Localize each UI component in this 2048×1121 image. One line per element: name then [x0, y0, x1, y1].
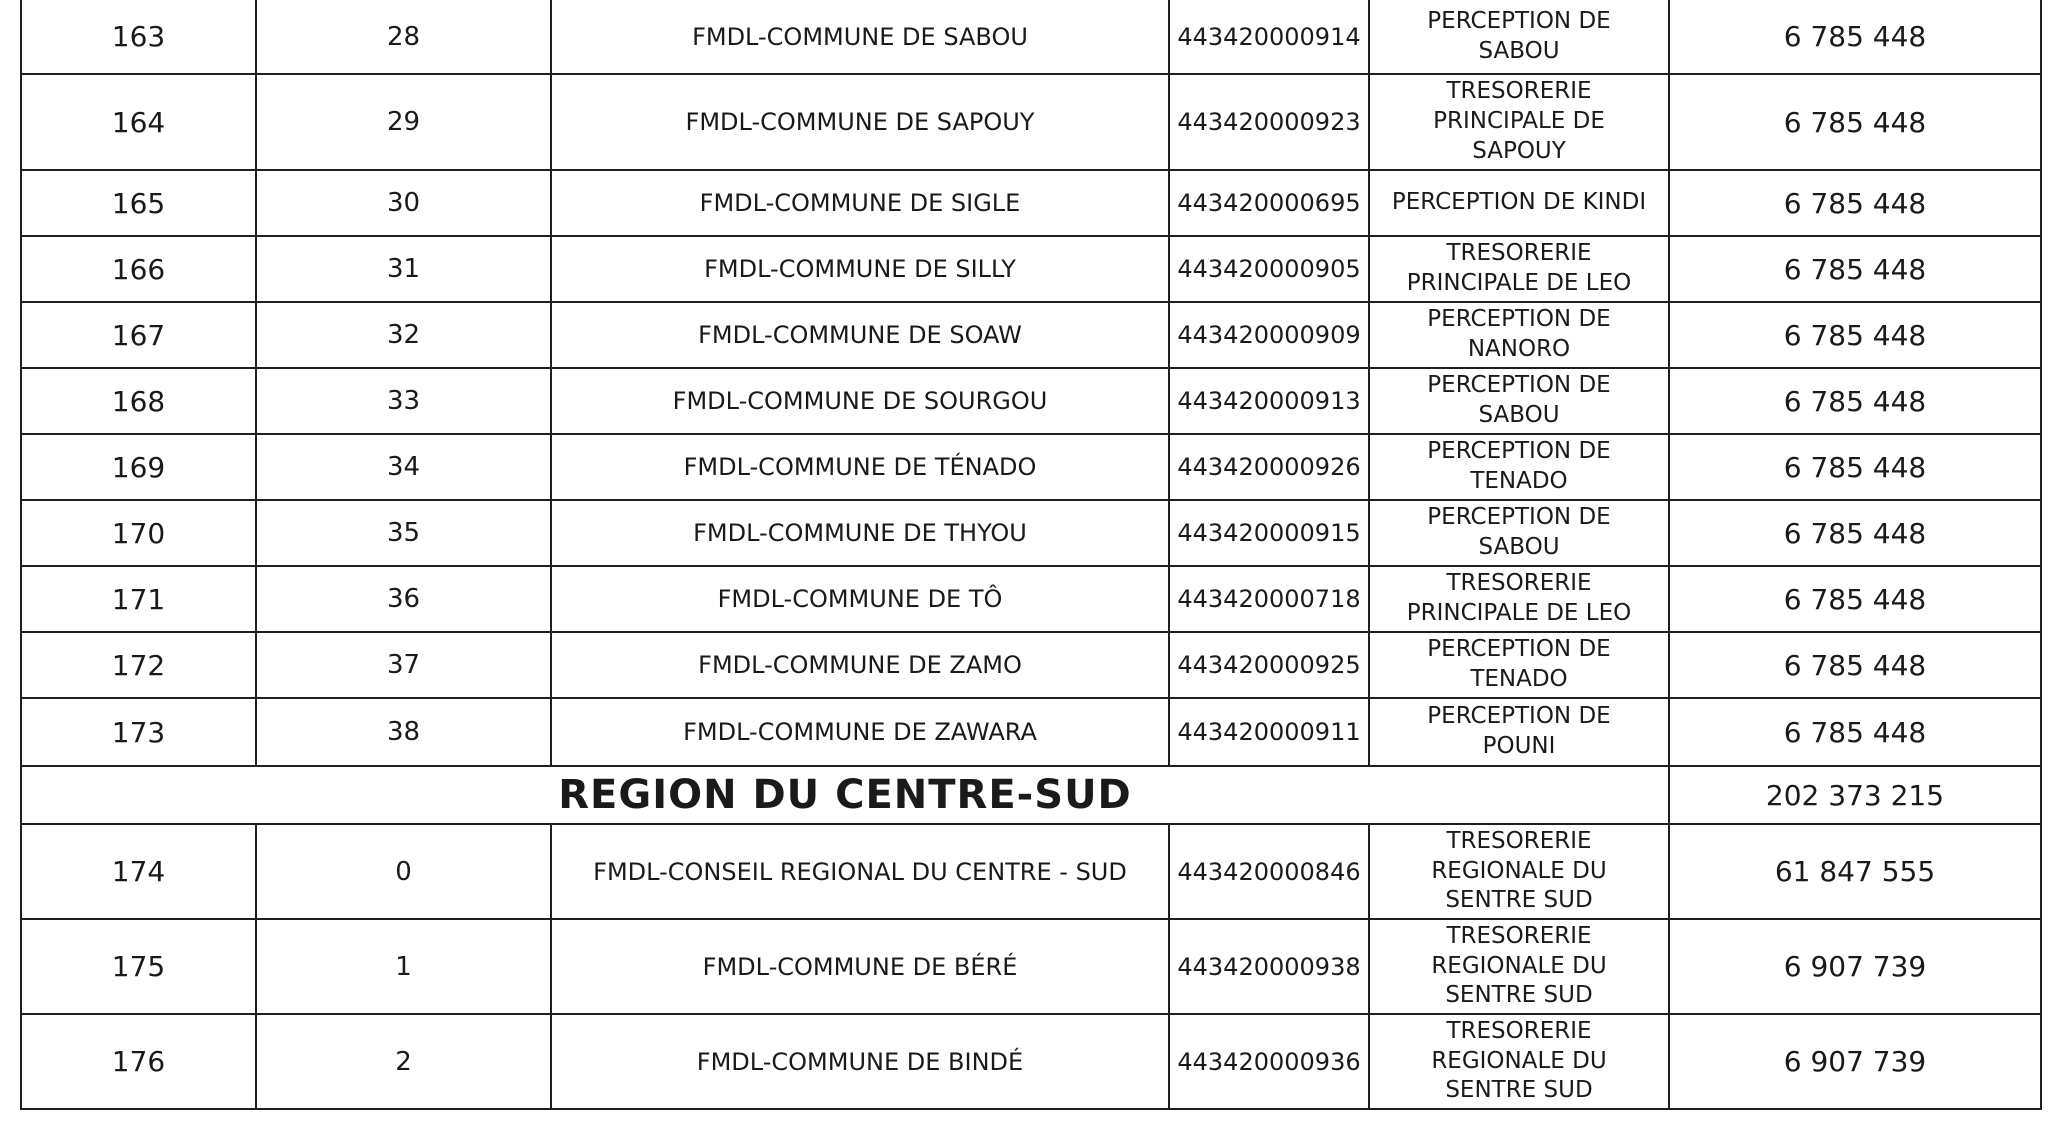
amount: 6 785 448	[1669, 302, 2041, 368]
amount: 6 785 448	[1669, 368, 2041, 434]
treasury-line: TRESORERIE	[1446, 240, 1592, 267]
amount: 6 785 448	[1669, 566, 2041, 632]
treasury-line: TRESORERIE	[1446, 827, 1592, 854]
order-number: 0	[256, 824, 551, 919]
amount: 6 785 448	[1669, 74, 2041, 170]
account-number: 443420000846	[1169, 824, 1369, 919]
account-number: 443420000695	[1169, 170, 1369, 236]
treasury-line: TENADO	[1470, 468, 1568, 494]
account-number: 443420000915	[1169, 500, 1369, 566]
commune-name: FMDL-COMMUNE DE ZAMO	[551, 632, 1169, 698]
treasury-line: PERCEPTION DE	[1427, 7, 1611, 34]
table-row	[21, 566, 2041, 632]
treasury-name	[1369, 236, 1669, 302]
order-number: 33	[256, 368, 551, 434]
treasury-line: TRESORERIE	[1446, 922, 1592, 949]
account-number: 443420000923	[1169, 74, 1369, 170]
order-number: 29	[256, 74, 551, 170]
order-number: 37	[256, 632, 551, 698]
treasury-line: NANORO	[1467, 336, 1571, 362]
order-number: 28	[256, 0, 551, 74]
order-number: 30	[256, 170, 551, 236]
row-number: 173	[21, 698, 256, 766]
amount: 6 785 448	[1669, 0, 2041, 74]
amount: 6 785 448	[1669, 170, 2041, 236]
order-number: 38	[256, 698, 551, 766]
account-number: 443420000926	[1169, 434, 1369, 500]
treasury-line: PERCEPTION DE	[1427, 504, 1611, 531]
treasury-line: SABOU	[1478, 37, 1560, 64]
treasury-name	[1369, 698, 1669, 766]
amount: 61 847 555	[1669, 824, 2041, 919]
region-section	[21, 766, 2041, 824]
treasury-line: SENTRE SUD	[1445, 1077, 1593, 1104]
treasury-name	[1369, 74, 1669, 170]
order-number: 36	[256, 566, 551, 632]
region-total-amount: 202 373 215	[1669, 766, 2041, 824]
row-number: 163	[21, 0, 256, 74]
treasury-line: REGIONALE DU	[1431, 952, 1607, 979]
treasury-name	[1369, 919, 1669, 1014]
allocation-table	[20, 0, 2042, 1110]
commune-name: FMDL-COMMUNE DE TÔ	[551, 566, 1169, 632]
row-number: 168	[21, 368, 256, 434]
treasury-line: TRESORERIE	[1446, 78, 1592, 105]
commune-name: FMDL-COMMUNE DE SILLY	[551, 236, 1169, 302]
treasury-line: PRINCIPALE DE	[1433, 108, 1605, 135]
treasury-name	[1369, 434, 1669, 500]
table-row	[21, 368, 2041, 434]
row-number: 169	[21, 434, 256, 500]
treasury-line: SENTRE SUD	[1445, 982, 1593, 1009]
table-body-after	[21, 824, 2041, 1109]
account-number: 443420000938	[1169, 919, 1369, 1014]
commune-name: FMDL-COMMUNE DE BÉRÉ	[551, 919, 1169, 1014]
order-number: 34	[256, 434, 551, 500]
treasury-line: TENADO	[1470, 666, 1568, 692]
account-number: 443420000905	[1169, 236, 1369, 302]
amount: 6 785 448	[1669, 500, 2041, 566]
table-row	[21, 632, 2041, 698]
order-number: 1	[256, 919, 551, 1014]
treasury-line: SABOU	[1478, 402, 1560, 428]
table-row	[21, 698, 2041, 766]
treasury-line: PERCEPTION DE	[1427, 438, 1611, 465]
table-row	[21, 0, 2041, 74]
commune-name: FMDL-COMMUNE DE SIGLE	[551, 170, 1169, 236]
row-number: 170	[21, 500, 256, 566]
treasury-name	[1369, 632, 1669, 698]
commune-name: FMDL-COMMUNE DE THYOU	[551, 500, 1169, 566]
table-row	[21, 1014, 2041, 1109]
treasury-line: PERCEPTION DE	[1427, 306, 1611, 333]
row-number: 176	[21, 1014, 256, 1109]
account-number: 443420000913	[1169, 368, 1369, 434]
treasury-line: SABOU	[1478, 534, 1560, 560]
account-number: 443420000909	[1169, 302, 1369, 368]
amount: 6 785 448	[1669, 632, 2041, 698]
row-number: 175	[21, 919, 256, 1014]
account-number: 443420000936	[1169, 1014, 1369, 1109]
order-number: 2	[256, 1014, 551, 1109]
amount: 6 785 448	[1669, 434, 2041, 500]
row-number: 174	[21, 824, 256, 919]
account-number: 443420000718	[1169, 566, 1369, 632]
treasury-name	[1369, 170, 1669, 236]
treasury-line: PERCEPTION DE	[1427, 372, 1611, 399]
table-row	[21, 500, 2041, 566]
treasury-name	[1369, 500, 1669, 566]
treasury-line: REGIONALE DU	[1431, 857, 1607, 884]
treasury-line: TRESORERIE	[1446, 570, 1592, 597]
amount: 6 907 739	[1669, 919, 2041, 1014]
treasury-line: PERCEPTION DE	[1427, 703, 1611, 730]
treasury-name	[1369, 368, 1669, 434]
table-row	[21, 170, 2041, 236]
table-row	[21, 919, 2041, 1014]
commune-name: FMDL-COMMUNE DE SOURGOU	[551, 368, 1169, 434]
amount: 6 785 448	[1669, 698, 2041, 766]
treasury-line: PRINCIPALE DE LEO	[1406, 270, 1632, 296]
region-header-row	[21, 766, 2041, 824]
commune-name: FMDL-COMMUNE DE SABOU	[551, 0, 1169, 74]
table-row	[21, 434, 2041, 500]
commune-name: FMDL-COMMUNE DE TÉNADO	[551, 434, 1169, 500]
commune-name: FMDL-COMMUNE DE BINDÉ	[551, 1014, 1169, 1109]
row-number: 166	[21, 236, 256, 302]
order-number: 35	[256, 500, 551, 566]
order-number: 32	[256, 302, 551, 368]
account-number: 443420000914	[1169, 0, 1369, 74]
table-row	[21, 824, 2041, 919]
commune-name: FMDL-COMMUNE DE ZAWARA	[551, 698, 1169, 766]
treasury-line: PERCEPTION DE	[1427, 636, 1611, 663]
account-number: 443420000925	[1169, 632, 1369, 698]
treasury-line: REGIONALE DU	[1431, 1047, 1607, 1074]
table-body-before	[21, 0, 2041, 766]
table-row	[21, 302, 2041, 368]
table-row	[21, 74, 2041, 170]
table-row	[21, 236, 2041, 302]
treasury-line: SENTRE SUD	[1445, 887, 1593, 914]
region-title: REGION DU CENTRE-SUD	[21, 766, 1669, 824]
row-number: 165	[21, 170, 256, 236]
row-number: 167	[21, 302, 256, 368]
row-number: 164	[21, 74, 256, 170]
commune-name: FMDL-CONSEIL REGIONAL DU CENTRE - SUD	[551, 824, 1169, 919]
treasury-name	[1369, 824, 1669, 919]
row-number: 171	[21, 566, 256, 632]
account-number: 443420000911	[1169, 698, 1369, 766]
order-number: 31	[256, 236, 551, 302]
treasury-name	[1369, 566, 1669, 632]
treasury-name	[1369, 1014, 1669, 1109]
amount: 6 907 739	[1669, 1014, 2041, 1109]
treasury-name	[1369, 302, 1669, 368]
treasury-line: POUNI	[1482, 733, 1556, 759]
treasury-line: SAPOUY	[1472, 137, 1566, 164]
treasury-line: PRINCIPALE DE LEO	[1406, 600, 1632, 626]
row-number: 172	[21, 632, 256, 698]
commune-name: FMDL-COMMUNE DE SOAW	[551, 302, 1169, 368]
treasury-line: PERCEPTION DE KINDI	[1391, 189, 1647, 216]
treasury-name	[1369, 0, 1669, 74]
commune-name: FMDL-COMMUNE DE SAPOUY	[551, 74, 1169, 170]
treasury-line: TRESORERIE	[1446, 1017, 1592, 1044]
amount: 6 785 448	[1669, 236, 2041, 302]
